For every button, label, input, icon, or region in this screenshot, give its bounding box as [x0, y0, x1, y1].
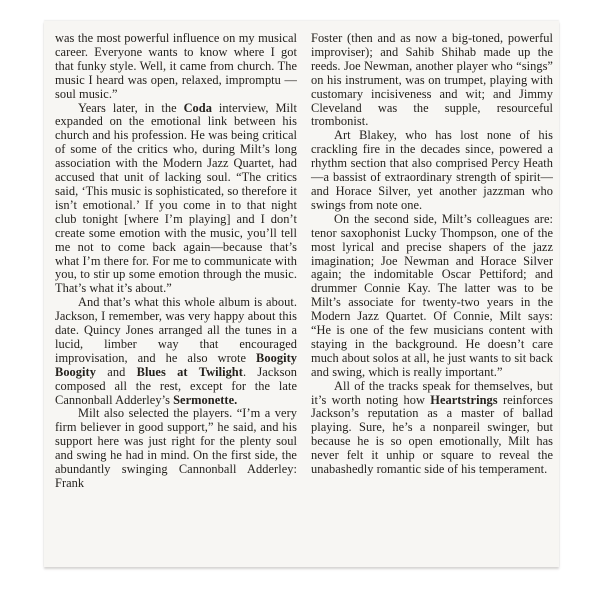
- paragraph: Foster (then and as now a big-toned, powerful improviser); and Sahib Shihab made up the reeds. Joe Newman, another player who “sings” on his instrument, was on trumpet, playing with customary incisiveness and wit; and Jimmy Cleveland was the supple, resourceful trombonist.: [311, 31, 553, 129]
- paragraph: Milt also selected the players. “I’m a very firm believer in good support,” he said, and his support here was just right for the plenty soul and swing he had in mind. On the first side, the abundantly swinging Cannonball Adderley: Frank: [55, 406, 297, 490]
- paragraph: And that’s what this whole album is about. Jackson, I remember, was very happy about this date. Quincy Jones arranged all the tunes in a lucid, limber way that encouraged improvisation, and he also wrote Boogity Boogity and Blues at Twilight. Jackson composed all the rest, except for the late Cannonball Adderley’s Sermonette.: [55, 295, 297, 407]
- paragraph: was the most powerful influence on my musical career. Everyone wants to know where I got that funky style. Well, it came from church. The music I heard was open, relaxed, impromptu — soul music.”: [55, 31, 297, 101]
- paragraph: Art Blakey, who has lost none of his crackling fire in the decades since, powered a rhythm section that also comprised Percy Heath—a bassist of extraordinary strength of spirit—and Horace Silver, yet another jazzman who swings from note one.: [311, 128, 553, 212]
- paragraph: Years later, in the Coda interview, Milt expanded on the emotional link between his church and his profession. He was being critical of some of the critics who, during Milt’s long association with the Modern Jazz Quartet, had accused that unit of lacking soul. “The critics said, ‘This music is sophisticated, so therefore it isn’t emotional.’ If you come in to that night club tonight [where I’m playing] and I don’t create some emotion with the music, you’ll tell me not to come back again—because that’s what I’m there for. For me to communicate with you, to stir up some emotion through the music. That’s what it’s about.”: [55, 100, 297, 296]
- paper-page: [44, 21, 559, 567]
- text-column-left: [55, 32, 297, 567]
- text-column-right: [311, 32, 553, 567]
- paragraph: All of the tracks speak for themselves, but it’s worth noting how Heartstrings reinforces Jackson’s reputation as a master of ballad playing. Sure, he’s a nonpareil swinger, but because he is so open emotionally, Milt has never felt it unhip or square to reveal the unabashedly romantic side of his temperament.: [311, 378, 553, 477]
- paragraph: On the second side, Milt’s colleagues are: tenor saxophonist Lucky Thompson, one of the most lyrical and precise shapers of the jazz imagination; Joe Newman and Horace Silver again; the indomitable Oscar Pettiford; and drummer Connie Kay. The latter was to be Milt’s associate for twenty-two years in the Modern Jazz Quartet. Of Connie, Milt says: “He is one of the few musicians content with staying in the background. He doesn’t care much about solos at all, he just wants to sit back and swing, which is really important.”: [311, 211, 553, 379]
